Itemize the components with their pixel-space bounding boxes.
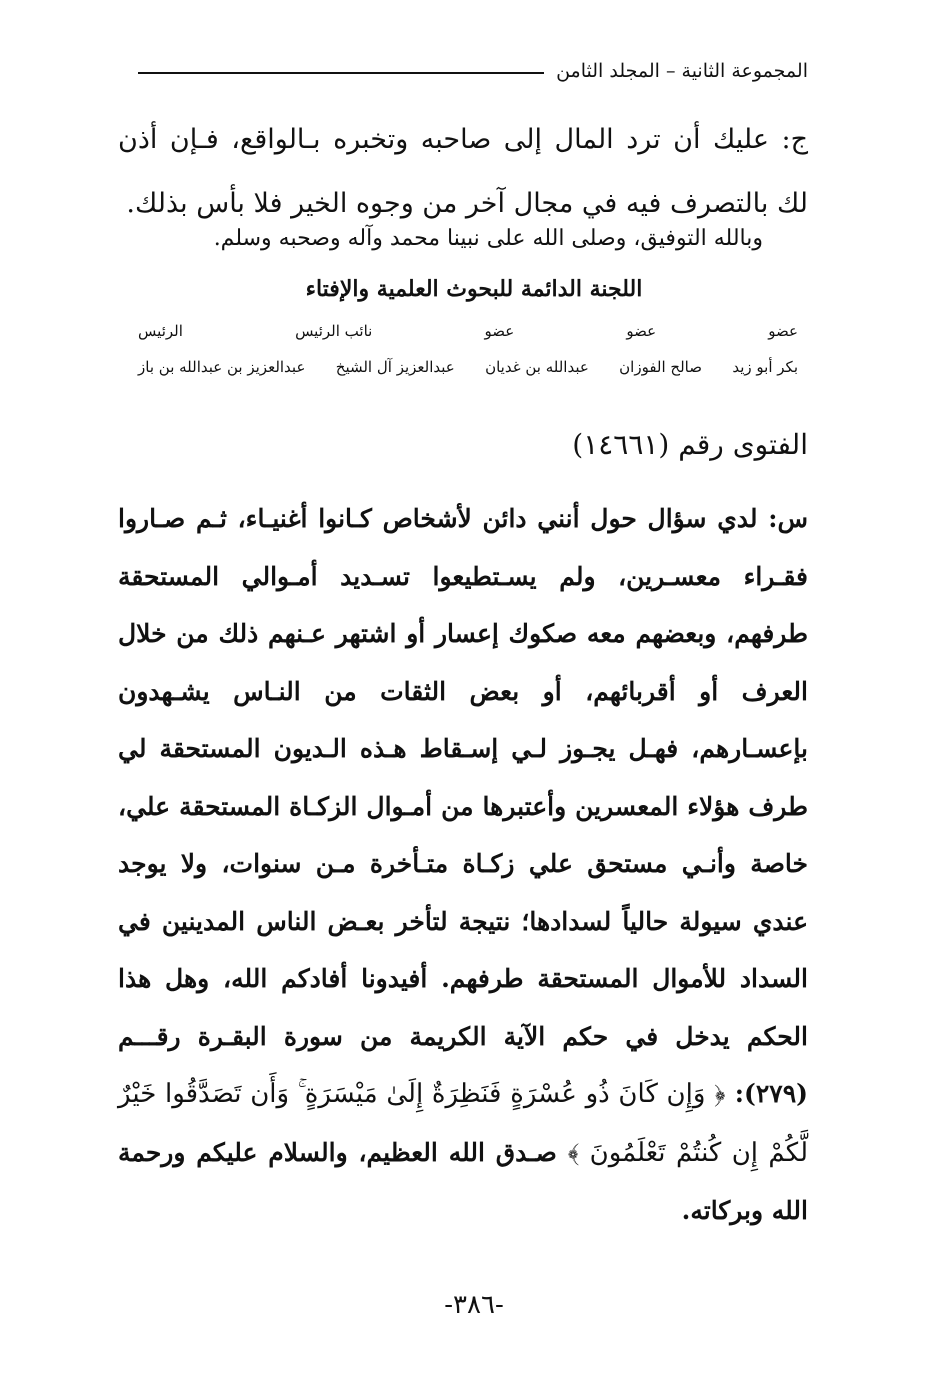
page-number: -٣٨٦- (444, 1290, 504, 1320)
member-role: عضو (626, 322, 657, 340)
fatwa-title: الفتوى رقم (١٤٦٦١) (572, 428, 808, 461)
committee-name: اللجنة الدائمة للبحوث العلمية والإفتاء (305, 276, 643, 302)
member-name: عبدالله بن غديان (485, 358, 589, 376)
member-name: بكر أبو زيد (732, 358, 798, 376)
member-name: عبدالعزيز آل الشيخ (335, 358, 455, 376)
member-role: عضو (484, 322, 515, 340)
quran-verse: ﴿ وَإِن كَانَ ذُو عُسْرَةٍ فَنَظِرَةٌ إِلَىٰ مَيْسَرَةٍ ۚ وَأَن تَصَدَّقُوا خَيْرٌ لَّكُمْ إِن كُنتُمْ تَعْلَمُونَ ﴾ (118, 1079, 809, 1168)
question-text: س: لدي سؤال حول أنني دائن لأشخاص كـانوا أغنيـاء، ثـم صـاروا فقـراء معسـرين، ولم يسـتطيعوا تسـديد أمـوالي المستحقة طرفهم، وبعضهم معه صكوك إعسار أو اشتهر عـنهم ذلك من خلال العرف أو أقربائهم، أو بعض الثقات من النـاس يشـهدون بإعسـارهم، فهـل يجـوز لـي إسـقاط هـذه الـديون المستحقة لي طرف هؤلاء المعسرين وأعتبرها من أمـوال الزكـاة المستحقة علي، خاصة وأنـي مستحق علي زكـاة متـأخرة مـن سنوات، ولا يوجد عندي سيولة حالياً لسدادها؛ نتيجة لتأخر بعـض الناس المدينين في السداد للأموال المستحقة طرفهم. أفيدونا أفادكم الله، وهل هذا الحكم يدخل في حكم الآية الكريمة من سورة البقـرة رقـــم (٢٧٩): (118, 504, 808, 1108)
committee-names (138, 358, 798, 376)
question-ending: صـدق الله العظيم، والسلام عليكم ورحمة الله وبركاته. (118, 1137, 808, 1225)
question-section (118, 490, 808, 1240)
member-name: صالح الفوزان (619, 358, 702, 376)
member-role: الرئيس (138, 322, 183, 340)
running-head-title: المجموعة الثانية – المجلد الثامن (556, 60, 808, 82)
member-role: عضو (768, 322, 798, 340)
answer-text: ج: عليك أن ترد المال إلى صاحبه وتخبره بـالواقع، فـإن أذن لك بالتصرف فيه في مجال آخر من وجوه الخير فلا بأس بذلك. (118, 124, 808, 219)
running-head (138, 60, 808, 82)
closing-formula: وبالله التوفيق، وصلى الله على نبينا محمد وآله وصحبه وسلم. (213, 226, 763, 251)
question-paragraph (118, 490, 808, 1240)
member-name: عبدالعزيز بن عبدالله بن باز (138, 358, 306, 376)
answer-section (118, 108, 808, 236)
member-role: نائب الرئيس (295, 322, 373, 340)
header-rule (138, 72, 544, 74)
committee-roles (138, 322, 798, 340)
